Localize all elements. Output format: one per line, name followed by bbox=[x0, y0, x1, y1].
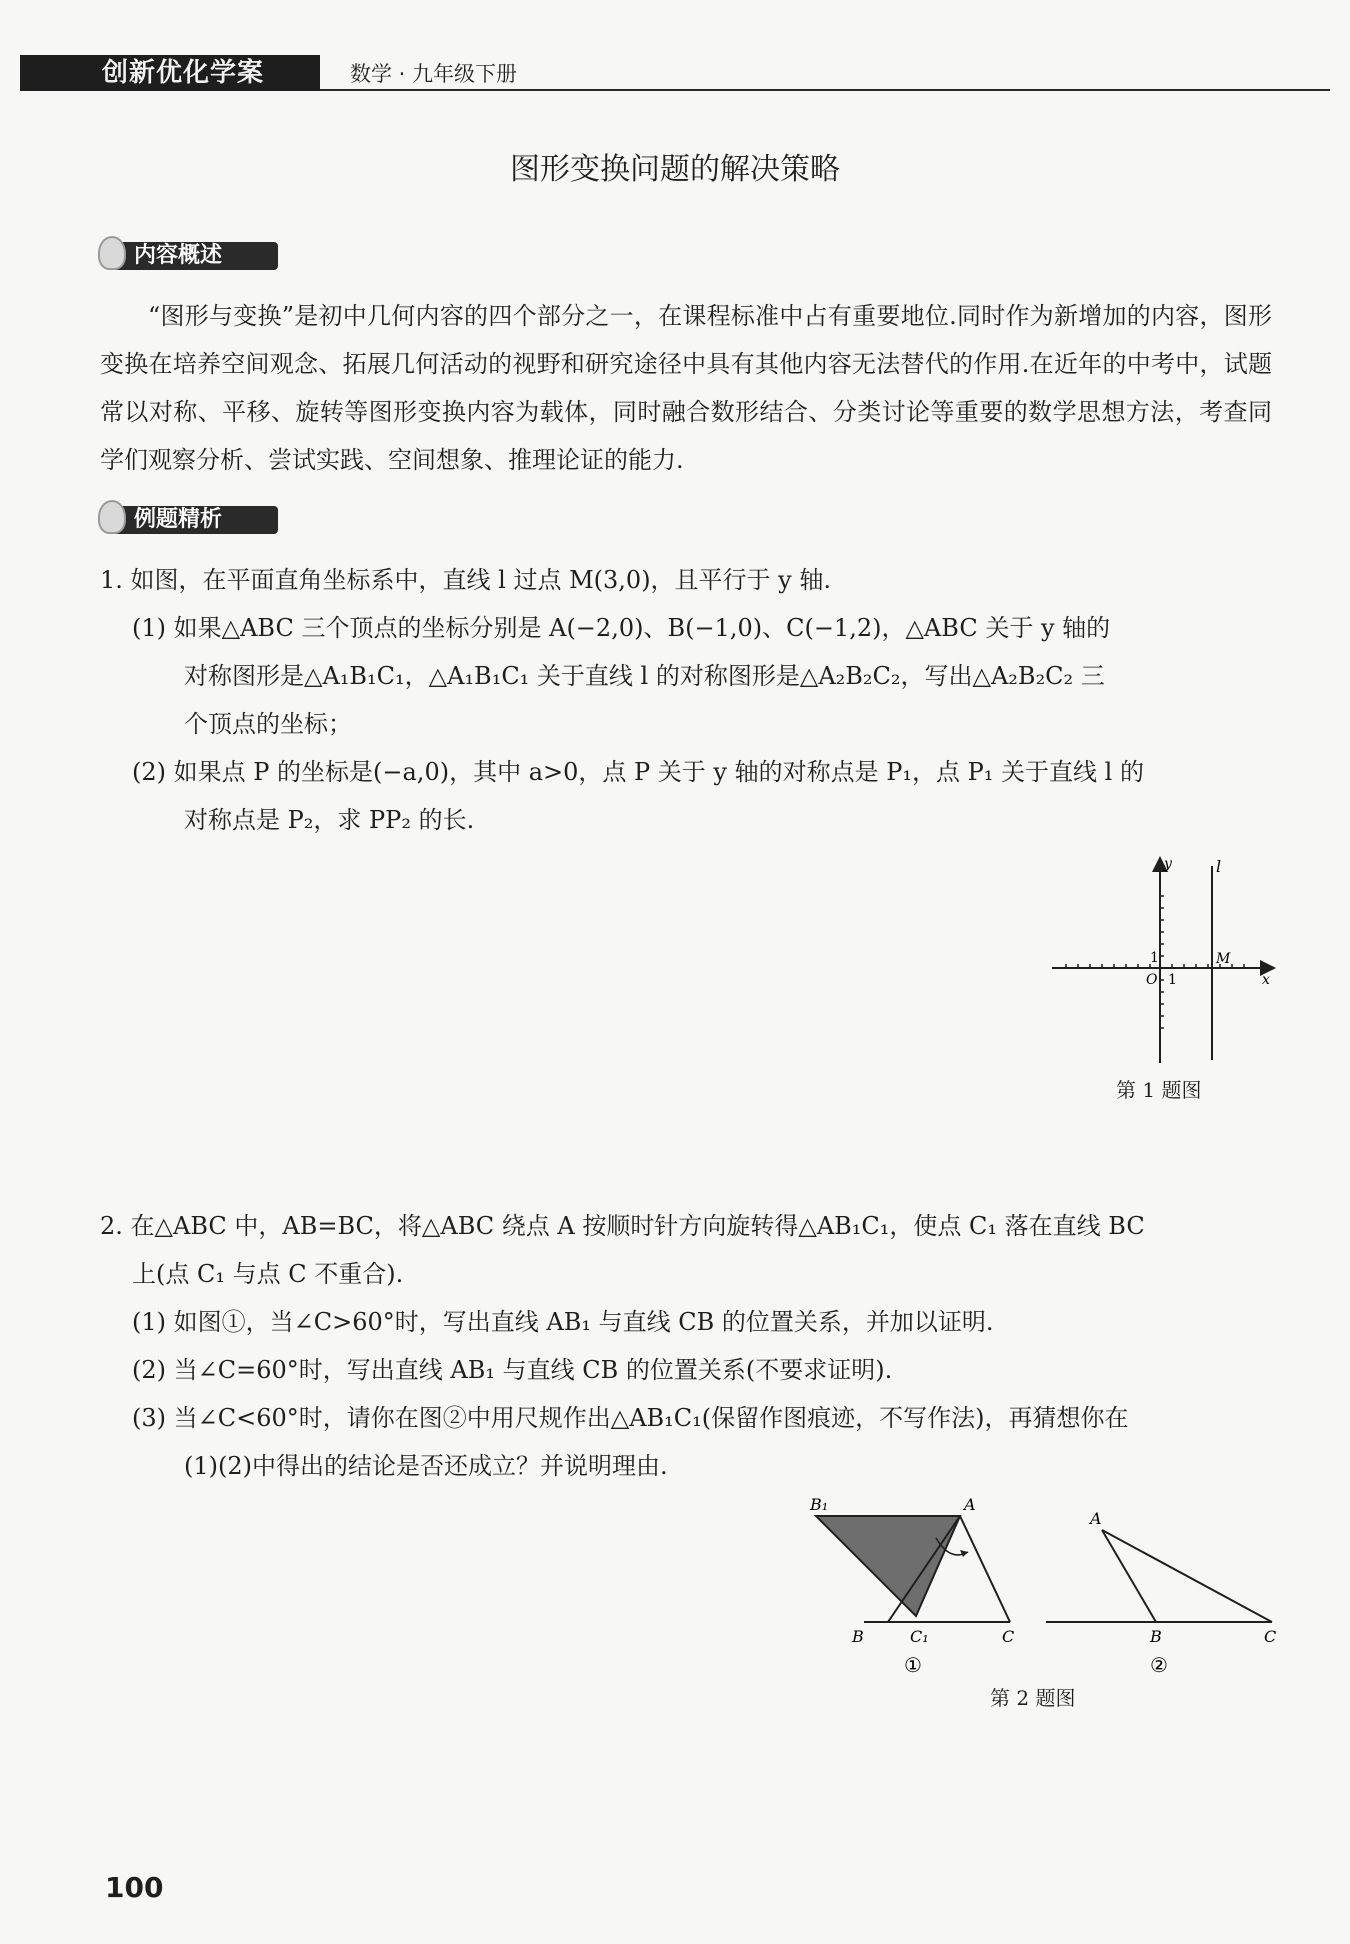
overview-paragraph: “图形与变换”是初中几何内容的四个部分之一，在课程标准中占有重要地位.同时作为新增加的内容，图形变换在培养空间观念、拓展几何活动的视野和研究途径中具有其他内容无法替代的作用.在近年的中考中，试题常以对称、平移、旋转等图形变换内容为载体，同时融合数形结合、分类讨论等重要的数学思想方法，考查同学们观察分析、尝试实践、空间想象、推理论证的能力. bbox=[100, 302, 1272, 474]
problem1-stem: 1. 如图，在平面直角坐标系中，直线 l 过点 M(3,0)，且平行于 y 轴. bbox=[100, 566, 832, 594]
problem2-stem-line2: 上(点 C₁ 与点 C 不重合). bbox=[132, 1260, 404, 1288]
x-tick-one: 1 bbox=[1168, 972, 1177, 988]
figure2-label: ② bbox=[1150, 1653, 1168, 1677]
y-tick-one: 1 bbox=[1150, 950, 1159, 966]
line-l-label: l bbox=[1216, 857, 1222, 876]
problem2-part3-line1: (3) 当∠C<60°时，请你在图②中用尺规作出△AB₁C₁(保留作图痕迹，不写作法)，再猜想你在 bbox=[132, 1404, 1129, 1432]
problem1-part1-line3: 个顶点的坐标； bbox=[184, 710, 352, 738]
problem1-figure bbox=[1040, 848, 1280, 1088]
section-tag-label: 例题精析 bbox=[134, 507, 223, 532]
label-c1: C₁ bbox=[910, 1627, 929, 1646]
problem2-figure-caption: 第 2 题图 bbox=[990, 1686, 1076, 1710]
label-c-fig1: C bbox=[1002, 1627, 1015, 1646]
problem2-part2: (2) 当∠C=60°时，写出直线 AB₁ 与直线 CB 的位置关系(不要求证明). bbox=[132, 1356, 893, 1384]
label-a-fig1: A bbox=[964, 1495, 976, 1514]
y-axis-label: y bbox=[1164, 856, 1172, 872]
lightbulb-icon bbox=[98, 500, 126, 534]
page-title: 图形变换问题的解决策略 bbox=[510, 152, 840, 187]
rotation-arrow-icon bbox=[960, 1550, 968, 1557]
rotated-triangle-shade bbox=[816, 1516, 960, 1616]
header-rule bbox=[320, 89, 1330, 91]
problem1-part1-line2: 对称图形是△A₁B₁C₁，△A₁B₁C₁ 关于直线 l 的对称图形是△A₂B₂C₂，写出△A₂B₂C₂ 三 bbox=[184, 662, 1105, 690]
page-number: 100 bbox=[105, 1871, 164, 1904]
problem1-part2-line2: 对称点是 P₂，求 PP₂ 的长. bbox=[184, 806, 475, 834]
header-subject: 数学 · 九年级下册 bbox=[350, 62, 518, 86]
figure1-label: ① bbox=[904, 1653, 922, 1677]
header-brand: 创新优化学案 bbox=[102, 58, 265, 88]
point-m-label: M bbox=[1216, 951, 1231, 967]
label-b-fig1: B bbox=[852, 1627, 864, 1646]
label-a-fig2: A bbox=[1090, 1509, 1102, 1528]
section-tag-label: 内容概述 bbox=[134, 243, 223, 268]
problem1-part2-line1: (2) 如果点 P 的坐标是(−a,0)，其中 a>0，点 P 关于 y 轴的对称点是 P₁，点 P₁ 关于直线 l 的 bbox=[132, 758, 1144, 786]
problem2-part1: (1) 如图①，当∠C>60°时，写出直线 AB₁ 与直线 CB 的位置关系，并加以证明. bbox=[132, 1308, 994, 1336]
problem1-part1-line1: (1) 如果△ABC 三个顶点的坐标分别是 A(−2,0)、B(−1,0)、C(−1,2)，△ABC 关于 y 轴的 bbox=[132, 614, 1111, 642]
problem2-part3-line2: (1)(2)中得出的结论是否还成立？并说明理由. bbox=[184, 1452, 668, 1480]
label-b-fig2: B bbox=[1150, 1627, 1162, 1646]
problem2-stem-line1: 2. 在△ABC 中，AB=BC，将△ABC 绕点 A 按顺时针方向旋转得△AB₁C₁，使点 C₁ 落在直线 BC bbox=[100, 1212, 1145, 1240]
lightbulb-icon bbox=[98, 236, 126, 270]
problem1-figure-caption: 第 1 题图 bbox=[1116, 1078, 1202, 1102]
x-axis-label: x bbox=[1262, 972, 1270, 988]
label-c-fig2: C bbox=[1264, 1627, 1277, 1646]
label-b1: B₁ bbox=[810, 1495, 829, 1514]
origin-label: O bbox=[1146, 972, 1158, 988]
problem2-figure bbox=[800, 1490, 1280, 1690]
segment-ac-fig2 bbox=[1102, 1530, 1272, 1622]
segment-ac bbox=[960, 1516, 1010, 1622]
